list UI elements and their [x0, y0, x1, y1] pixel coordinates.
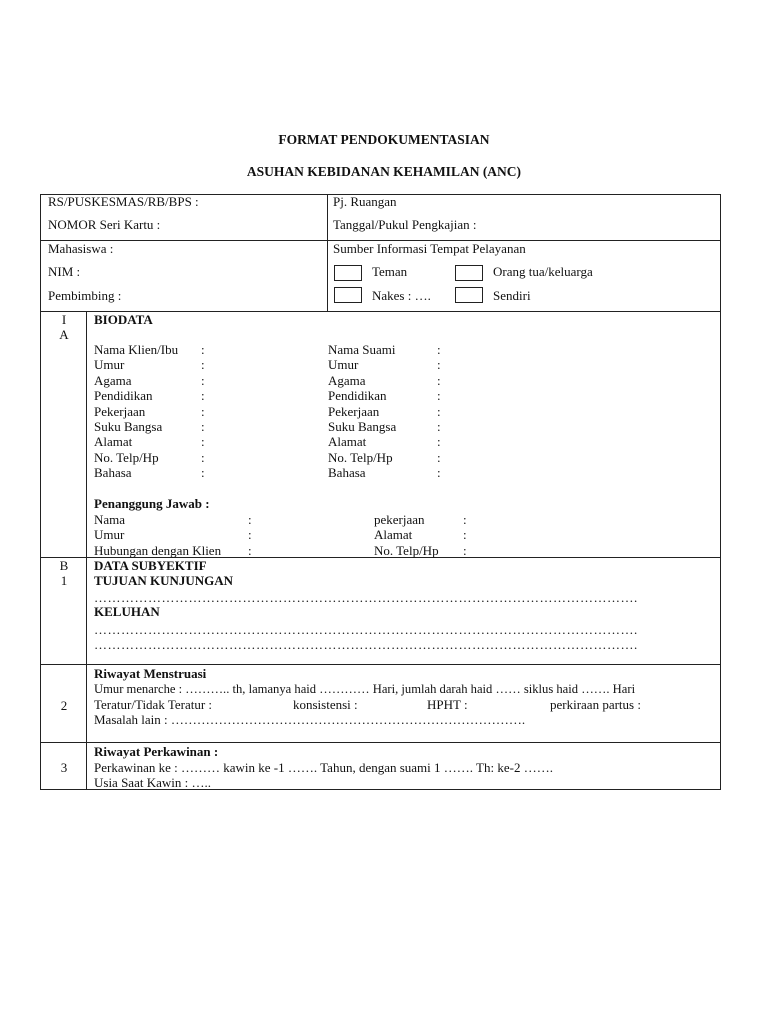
- section-number: A: [59, 327, 69, 342]
- pj-field-label: Alamat: [374, 527, 413, 543]
- ibu-field-label: Pendidikan: [94, 388, 153, 404]
- form-subtitle: ASUHAN KEBIDANAN KEHAMILAN (ANC): [246, 164, 522, 179]
- field-colon: :: [463, 527, 467, 543]
- section-number: I: [61, 312, 67, 327]
- biodata-heading: BIODATA: [94, 312, 153, 327]
- field-colon: :: [201, 388, 205, 404]
- divider: [40, 742, 721, 743]
- field-colon: :: [437, 372, 441, 388]
- suami-field-label: Pendidikan: [328, 388, 387, 404]
- hpht-label: HPHT :: [427, 697, 468, 712]
- field-colon: :: [248, 527, 252, 543]
- perkiraan-partus-label: perkiraan partus :: [550, 697, 641, 712]
- field-colon: :: [463, 512, 467, 527]
- field-colon: :: [437, 357, 441, 373]
- field-colon: :: [437, 342, 441, 357]
- penanggung-jawab-heading: Penanggung Jawab :: [94, 496, 210, 511]
- suami-field-label: Nama Suami: [328, 342, 396, 357]
- ibu-field-label: Suku Bangsa: [94, 419, 163, 434]
- field-colon: :: [201, 419, 205, 434]
- ibu-field-label: No. Telp/Hp: [94, 449, 159, 465]
- section-number: 2: [60, 698, 68, 713]
- suami-field-label: Agama: [328, 372, 366, 388]
- field-colon: :: [201, 342, 205, 357]
- field-colon: :: [248, 542, 252, 558]
- pj-field-label: Hubungan dengan Klien: [94, 542, 222, 558]
- suami-field-label: Umur: [328, 357, 359, 373]
- keluhan-dotted-line[interactable]: ………………………………………………………………………………………………………….: [94, 622, 638, 637]
- nakes-checkbox[interactable]: [334, 287, 362, 303]
- section-number: 3: [60, 760, 68, 775]
- sendiri-checkbox[interactable]: [455, 287, 483, 303]
- ibu-field-label: Agama: [94, 372, 132, 388]
- nomor-kartu-label: NOMOR Seri Kartu :: [48, 217, 161, 232]
- field-colon: :: [201, 372, 205, 388]
- menstruasi-heading: Riwayat Menstruasi: [94, 666, 207, 681]
- divider: [86, 311, 87, 790]
- pj-field-label: Umur: [94, 527, 125, 543]
- ibu-field-label: Alamat: [94, 434, 133, 450]
- ibu-field-label: Umur: [94, 357, 125, 373]
- keluhan-heading: KELUHAN: [94, 604, 160, 619]
- perkawinan-heading: Riwayat Perkawinan :: [94, 744, 219, 759]
- field-colon: :: [463, 542, 467, 558]
- teratur-label: Teratur/Tidak Teratur :: [94, 697, 213, 712]
- pj-field-label: No. Telp/Hp: [374, 542, 439, 558]
- tanggal-label: Tanggal/Pukul Pengkajian :: [333, 217, 477, 232]
- suami-field-label: Bahasa: [328, 465, 366, 481]
- teman-checkbox[interactable]: [334, 265, 362, 281]
- divider: [40, 664, 721, 665]
- keluhan-dotted-line[interactable]: ………………………………………………………………………………………………………….: [94, 637, 638, 652]
- section-number: B: [59, 558, 69, 573]
- field-colon: :: [437, 449, 441, 465]
- masalah-lain-line: Masalah lain : ……………………………………………………………………….: [94, 712, 526, 727]
- ibu-field-label: Bahasa: [94, 465, 132, 481]
- perkawinan-line: Perkawinan ke : ……… kawin ke -1 ……. Tahun, dengan suami 1 ……. Th: ke-2 …….: [94, 760, 553, 775]
- suami-field-label: Alamat: [328, 434, 367, 450]
- field-colon: :: [437, 434, 441, 450]
- suami-field-label: Suku Bangsa: [328, 419, 397, 434]
- ibu-field-label: Nama Klien/Ibu: [94, 342, 179, 357]
- field-colon: :: [437, 403, 441, 419]
- pembimbing-label: Pembimbing :: [48, 288, 122, 303]
- field-colon: :: [201, 434, 205, 450]
- field-colon: :: [201, 465, 205, 481]
- field-colon: :: [437, 388, 441, 404]
- konsistensi-label: konsistensi :: [293, 697, 358, 712]
- sendiri-label: Sendiri: [493, 288, 531, 303]
- pj-field-label: pekerjaan: [374, 512, 425, 527]
- nim-label: NIM :: [48, 264, 81, 279]
- suami-field-label: No. Telp/Hp: [328, 449, 393, 465]
- usia-kawin-line: Usia Saat Kawin : …..: [94, 775, 211, 790]
- section-number: 1: [60, 573, 68, 588]
- field-colon: :: [201, 449, 205, 465]
- field-colon: :: [437, 465, 441, 481]
- divider: [327, 194, 328, 311]
- nakes-label: Nakes : ….: [372, 288, 431, 303]
- orangtua-checkbox[interactable]: [455, 265, 483, 281]
- menarche-line: Umur menarche : ……….. th, lamanya haid ………… Hari, jumlah darah haid …… siklus haid ……. Hari: [94, 682, 636, 696]
- form-title: FORMAT PENDOKUMENTASIAN: [278, 132, 490, 147]
- orangtua-label: Orang tua/keluarga: [493, 264, 593, 279]
- field-colon: :: [248, 512, 252, 527]
- field-colon: :: [437, 419, 441, 434]
- pj-ruangan-label: Pj. Ruangan: [333, 194, 397, 209]
- tujuan-dotted-line[interactable]: ………………………………………………………………………………………………………….: [94, 590, 638, 605]
- rs-label: RS/PUSKESMAS/RB/BPS :: [48, 194, 199, 209]
- tujuan-kunjungan-heading: TUJUAN KUNJUNGAN: [94, 573, 234, 588]
- pj-field-label: Nama: [94, 512, 126, 527]
- mahasiswa-label: Mahasiswa :: [48, 241, 114, 256]
- suami-field-label: Pekerjaan: [328, 403, 380, 419]
- field-colon: :: [201, 403, 205, 419]
- sumber-label: Sumber Informasi Tempat Pelayanan: [333, 241, 526, 256]
- teman-label: Teman: [372, 264, 408, 279]
- field-colon: :: [201, 357, 205, 373]
- data-subyektif-heading: DATA SUBYEKTIF: [94, 558, 207, 573]
- ibu-field-label: Pekerjaan: [94, 403, 146, 419]
